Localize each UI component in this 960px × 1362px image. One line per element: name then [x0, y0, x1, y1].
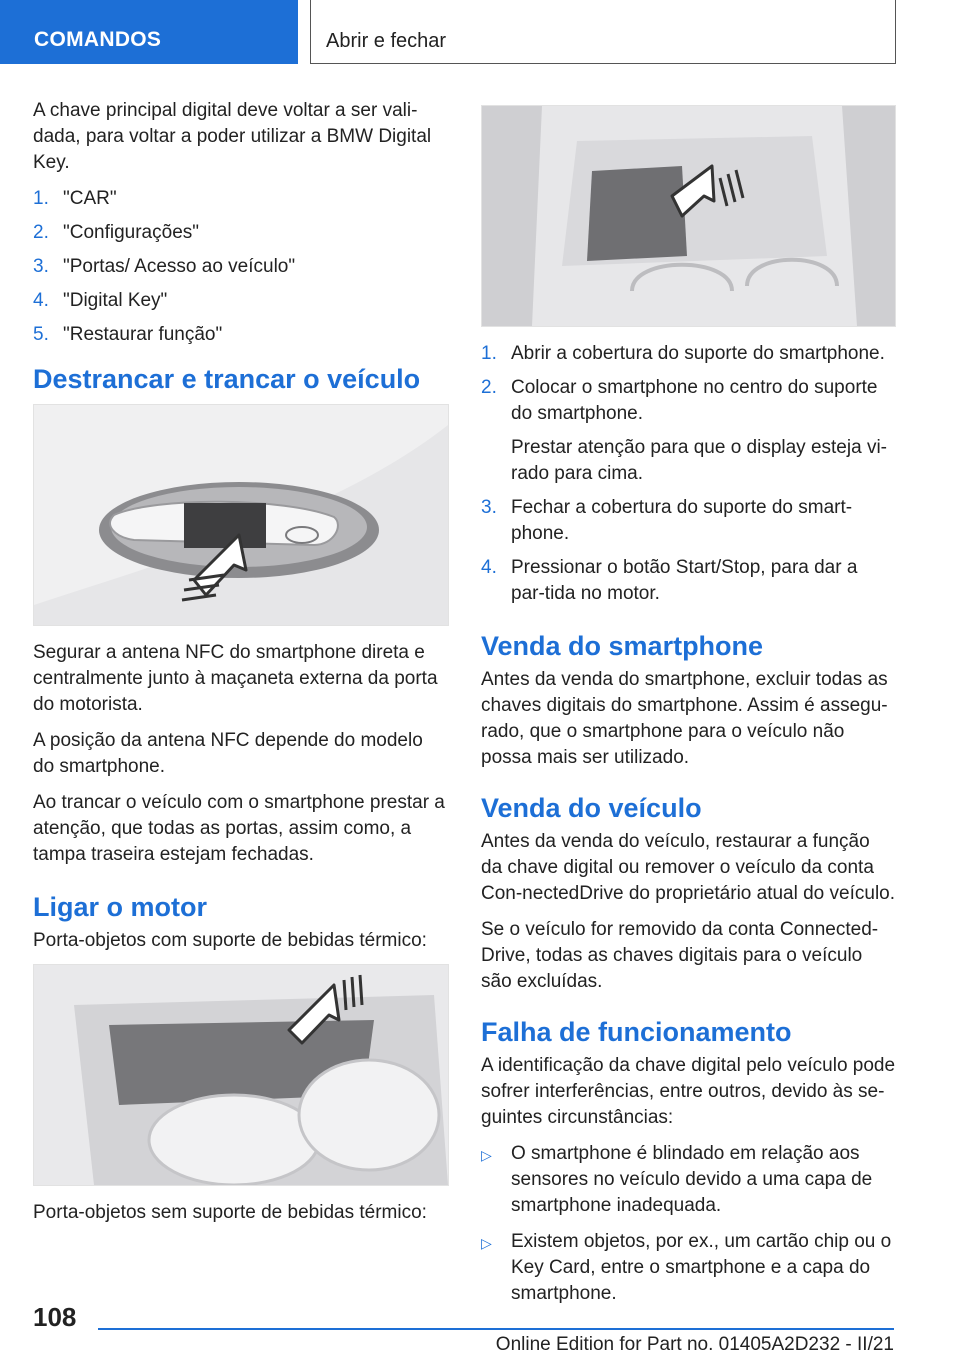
lock-paragraph-2: A posição da antena NFC depende do modelo do smartphone.	[33, 730, 423, 777]
sale-car-paragraph-1: Antes da venda do veículo, restaurar a função da chave digital ou remover o veículo da conta Con-nectedDrive do proprietário atual do veículo.	[481, 831, 896, 904]
sale-car-paragraph-2: Se o veículo for removido da conta Connected-Drive, todas as chaves digitais para o veículo são excluídas.	[481, 919, 879, 992]
list-item	[481, 341, 896, 367]
chapter-title: Abrir e fechar	[326, 30, 447, 52]
smartphone-holder-illustration	[481, 105, 896, 327]
edition-footer: Online Edition for Part no. 01405A2D232 - II/21	[495, 1334, 894, 1355]
menu-steps-list	[33, 186, 448, 348]
step-number: 4.	[481, 557, 497, 578]
step-number: 5.	[33, 324, 49, 345]
malfunction-bullets	[481, 1141, 896, 1307]
list-item	[33, 322, 448, 348]
list-item	[481, 555, 896, 607]
list-item	[33, 254, 448, 280]
step-text: "Digital Key"	[63, 290, 168, 311]
right-column	[481, 105, 896, 1317]
engine-paragraph-1: Porta-objetos com suporte de bebidas térmico:	[33, 930, 427, 951]
list-item	[481, 1141, 896, 1219]
section-heading-sale-car: Venda do veículo	[481, 793, 702, 823]
malfunction-paragraph: A identificação da chave digital pelo veículo pode sofrer interferências, entre outros, devido às se-guintes circunstâncias:	[481, 1055, 896, 1128]
lock-paragraph-3: Ao trancar o veículo com o smartphone prestar a atenção, que todas as portas, assim como, a tampa traseira estejam fechadas.	[33, 792, 445, 865]
door-handle-illustration	[33, 404, 449, 626]
section-heading-sale-phone: Venda do smartphone	[481, 631, 764, 661]
chapter-header	[310, 0, 896, 64]
step-text: Colocar o smartphone no centro do suporte do smartphone.	[511, 377, 878, 424]
list-item	[481, 495, 896, 547]
step-number: 1.	[33, 188, 49, 209]
thermal-cupholder-illustration	[33, 964, 449, 1186]
list-item	[481, 1229, 896, 1307]
lock-paragraph-1: Segurar a antena NFC do smartphone direta e centralmente junto à maçaneta externa da porta do motorista.	[33, 642, 438, 715]
step-number: 3.	[481, 497, 497, 518]
step-text: Pressionar o botão Start/Stop, para dar a par-tida no motor.	[511, 557, 858, 604]
page-number: 108	[33, 1302, 77, 1332]
step-text: "CAR"	[63, 188, 117, 209]
step-number: 2.	[33, 222, 49, 243]
triangle-bullet-icon: ▷	[481, 1147, 492, 1163]
step-note: Prestar atenção para que o display esteja vi-rado para cima.	[511, 437, 887, 484]
section-title: COMANDOS	[34, 28, 162, 51]
step-text: Abrir a cobertura do suporte do smartphone.	[511, 343, 885, 364]
step-number: 4.	[33, 290, 49, 311]
step-number: 2.	[481, 377, 497, 398]
footer-divider	[98, 1328, 894, 1330]
bullet-text: O smartphone é blindado em relação aos sensores no veículo devido a uma capa de smartphone inadequada.	[511, 1143, 873, 1216]
step-number: 3.	[33, 256, 49, 277]
list-item	[481, 375, 896, 487]
step-text: "Portas/ Acesso ao veículo"	[63, 256, 296, 277]
bullet-text: Existem objetos, por ex., um cartão chip ou o Key Card, entre o smartphone e a capa do smartphone.	[511, 1231, 892, 1304]
sale-phone-paragraph: Antes da venda do smartphone, excluir todas as chaves digitais do smartphone. Assim é assegu-rado, que o smartphone para o veículo não possa mais ser utilizado.	[481, 669, 888, 768]
step-text: "Configurações"	[63, 222, 200, 243]
list-item	[33, 288, 448, 314]
section-heading-engine: Ligar o motor	[33, 892, 207, 922]
list-item	[33, 186, 448, 212]
step-text: Fechar a cobertura do suporte do smart-phone.	[511, 497, 853, 544]
intro-paragraph: A chave principal digital deve voltar a ser vali-dada, para voltar a poder utilizar a BMW Digital Key.	[33, 100, 432, 173]
engine-paragraph-2: Porta-objetos sem suporte de bebidas térmico:	[33, 1202, 427, 1223]
section-heading-lock: Destrancar e trancar o veículo	[33, 364, 421, 394]
start-engine-steps	[481, 341, 896, 607]
section-heading-malfunction: Falha de funcionamento	[481, 1017, 792, 1047]
section-tab	[0, 0, 298, 64]
step-number: 1.	[481, 343, 497, 364]
step-text: "Restaurar função"	[63, 324, 223, 345]
triangle-bullet-icon: ▷	[481, 1235, 492, 1251]
left-column	[33, 98, 448, 1236]
list-item	[33, 220, 448, 246]
